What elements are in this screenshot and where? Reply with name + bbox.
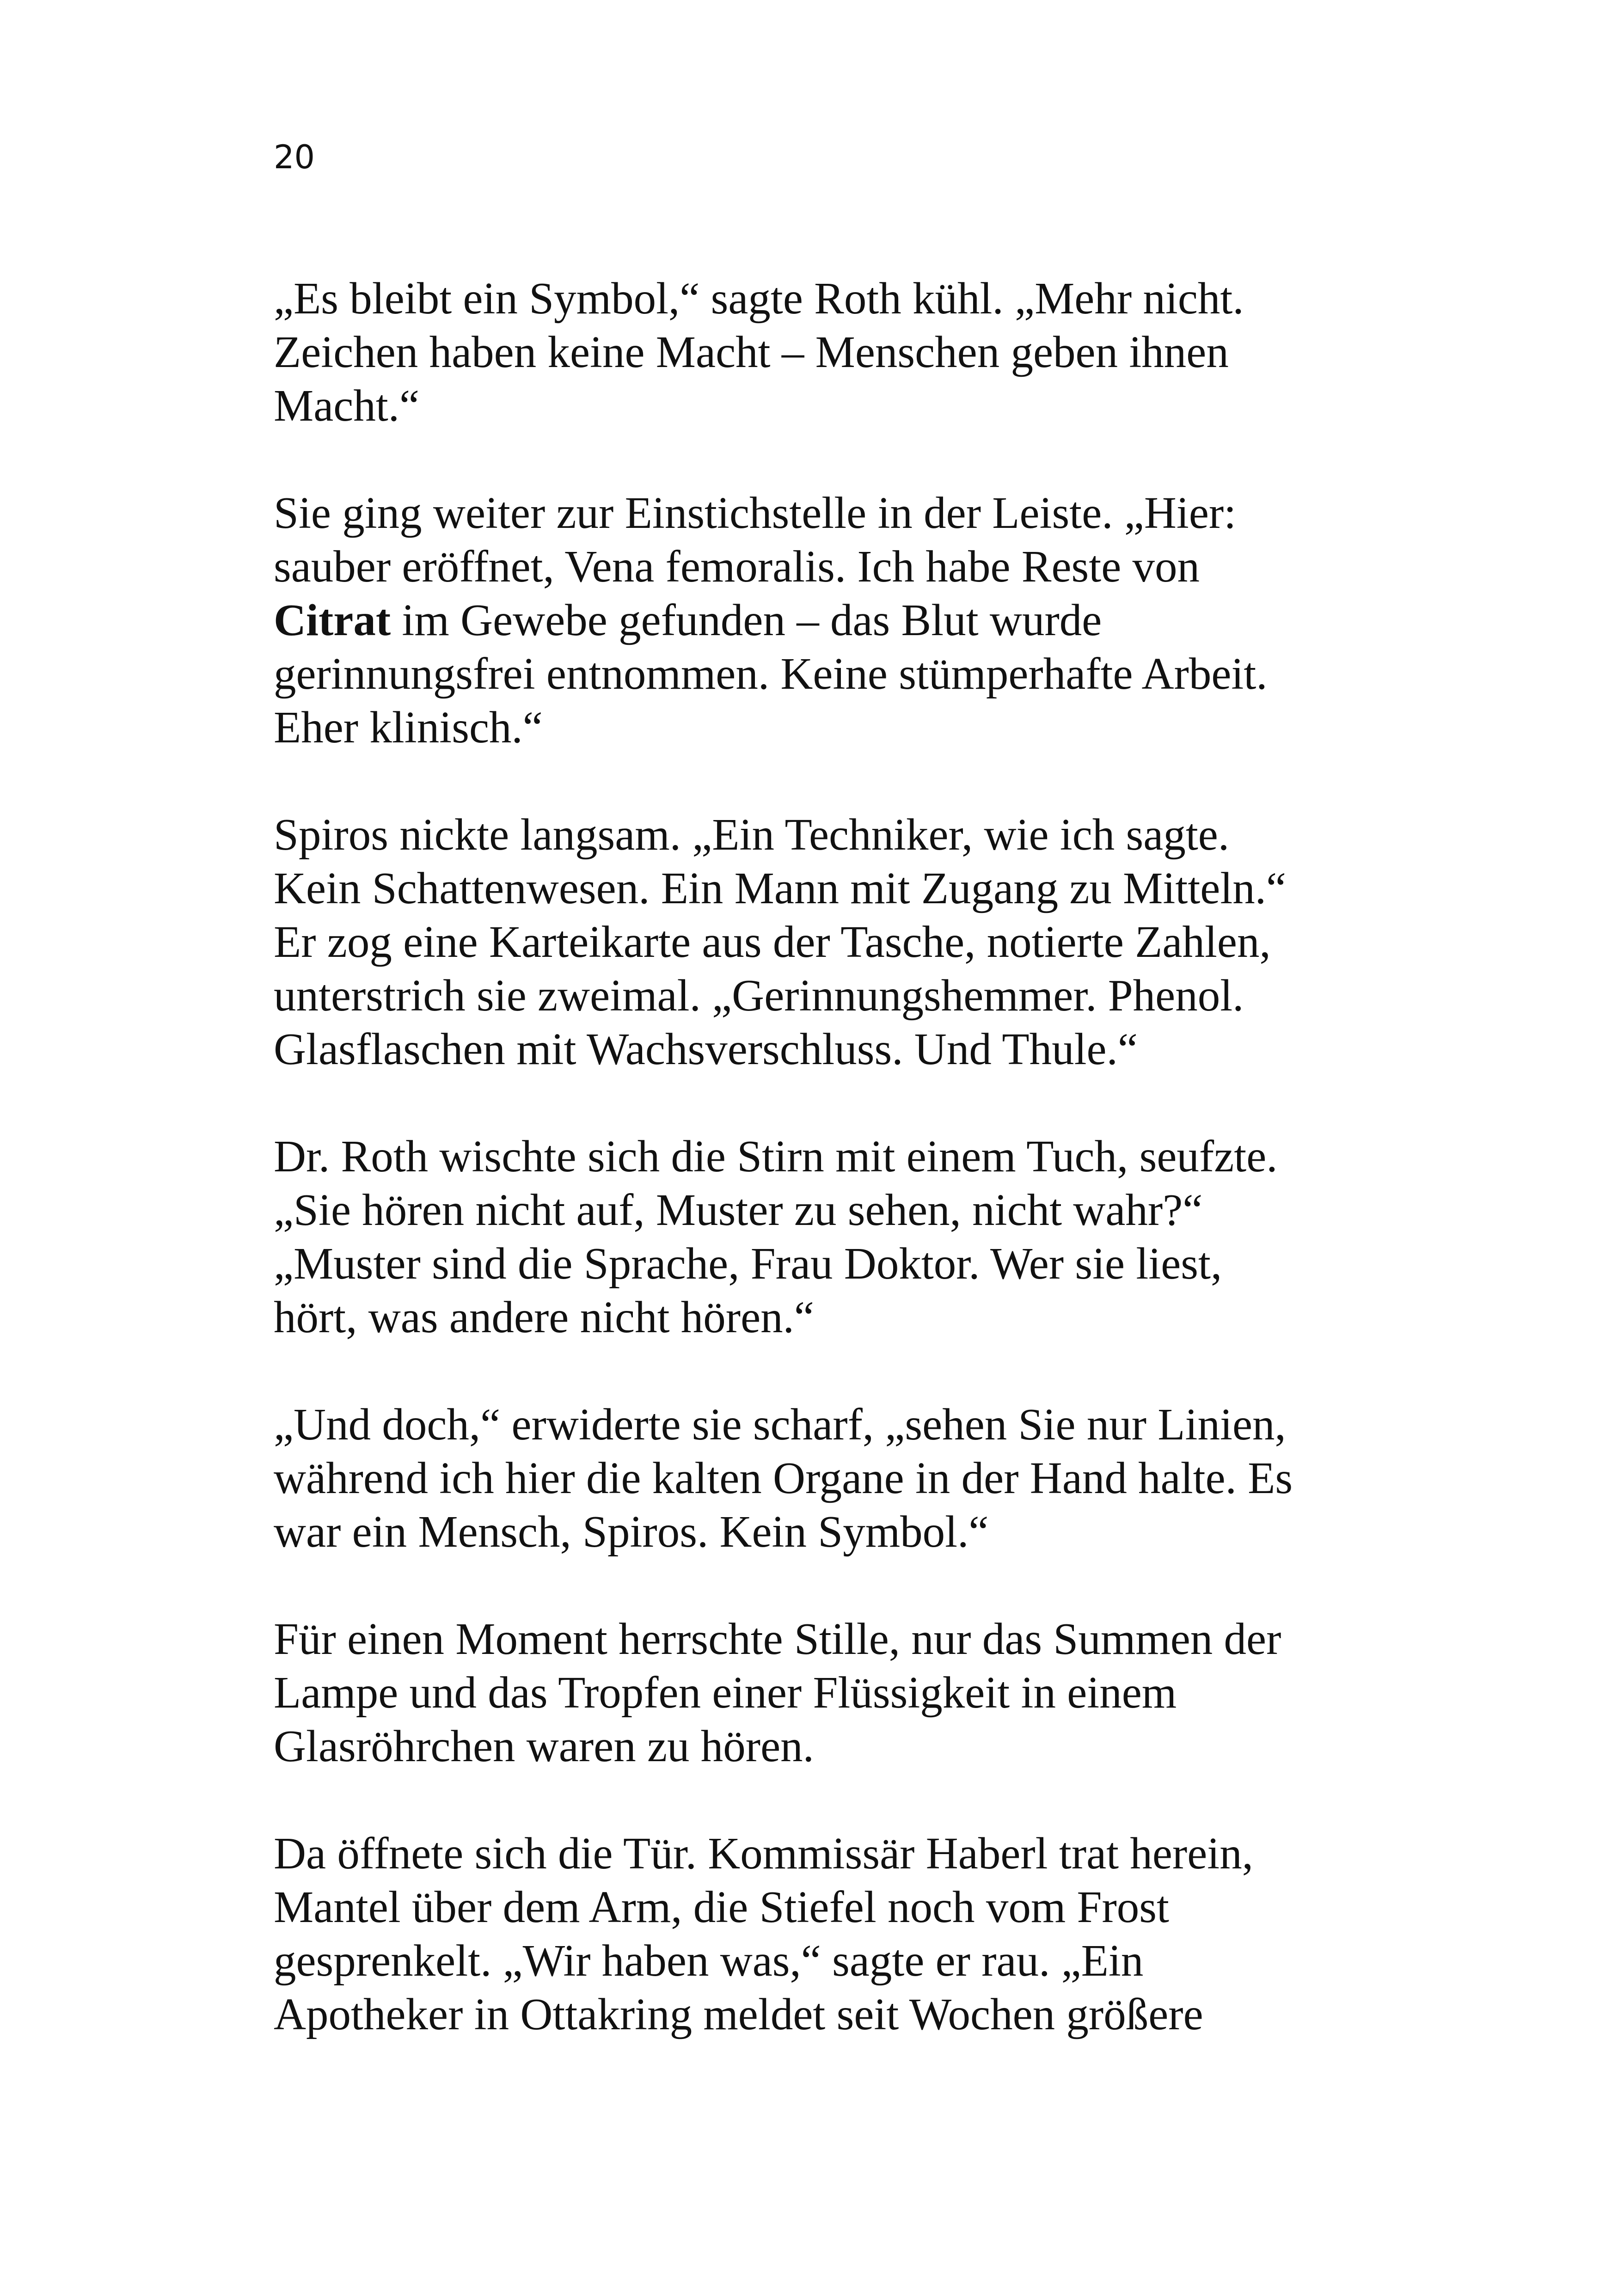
paragraph [274, 808, 1392, 1076]
text-line: „Es bleibt ein Symbol,“ sagte Roth kühl. „Mehr nicht. [274, 274, 1244, 323]
text-line: „Und doch,“ erwiderte sie scharf, „sehen Sie nur Linien, [274, 1400, 1286, 1449]
text-line: unterstrich sie zweimal. „Gerinnungshemmer. Phenol. [274, 971, 1244, 1020]
text-line: sauber eröffnet, Vena femoralis. Ich habe Reste von [274, 542, 1200, 591]
text-line: Zeichen haben keine Macht – Menschen geben ihnen [274, 327, 1229, 377]
text-line: Für einen Moment herrschte Stille, nur das Summen der [274, 1614, 1281, 1664]
text-line: „Muster sind die Sprache, Frau Doktor. Wer sie liest, [274, 1239, 1222, 1288]
text-line: war ein Mensch, Spiros. Kein Symbol.“ [274, 1507, 989, 1556]
text-line-with-bold [274, 594, 1392, 647]
text-line: Spiros nickte langsam. „Ein Techniker, wie ich sagte. [274, 810, 1230, 859]
text-line: Er zog eine Karteikarte aus der Tasche, notierte Zahlen, [274, 917, 1271, 967]
paragraph [274, 486, 1392, 754]
text-line: „Sie hören nicht auf, Muster zu sehen, nicht wahr?“ [274, 1185, 1203, 1235]
page-number: 20 [274, 138, 315, 176]
text-line: während ich hier die kalten Organe in der Hand halte. Es [274, 1453, 1293, 1503]
text-line: gesprenkelt. „Wir haben was,“ sagte er rau. „Ein [274, 1936, 1144, 1985]
paragraph [274, 272, 1392, 433]
text-line: Mantel über dem Arm, die Stiefel noch vom Frost [274, 1882, 1169, 1932]
text-line: Apotheker in Ottakring meldet seit Wochen größere [274, 1990, 1203, 2039]
text-line: Sie ging weiter zur Einstichstelle in der Leiste. „Hier: [274, 488, 1237, 538]
paragraph [274, 1827, 1392, 2041]
paragraph [274, 1398, 1392, 1559]
text-line: Macht.“ [274, 381, 420, 430]
bold-term: Citrat [274, 595, 391, 645]
paragraph [274, 1612, 1392, 1773]
body-text [274, 272, 1392, 2095]
text-line: Glasflaschen mit Wachsverschluss. Und Thule.“ [274, 1024, 1138, 1074]
text-line: Eher klinisch.“ [274, 703, 543, 752]
text-line: Lampe und das Tropfen einer Flüssigkeit in einem [274, 1668, 1177, 1717]
text-line: hört, was andere nicht hören.“ [274, 1292, 814, 1342]
paragraph [274, 1130, 1392, 1344]
text-line: gerinnungsfrei entnommen. Keine stümperhafte Arbeit. [274, 649, 1268, 698]
text-line: Glasröhrchen waren zu hören. [274, 1721, 814, 1771]
text-line: Dr. Roth wischte sich die Stirn mit einem Tuch, seufzte. [274, 1132, 1278, 1181]
text-line: Da öffnete sich die Tür. Kommissär Haberl trat herein, [274, 1829, 1253, 1878]
text-fragment: im Gewebe gefunden – das Blut wurde [391, 595, 1102, 645]
text-line: Kein Schattenwesen. Ein Mann mit Zugang zu Mitteln.“ [274, 863, 1287, 913]
